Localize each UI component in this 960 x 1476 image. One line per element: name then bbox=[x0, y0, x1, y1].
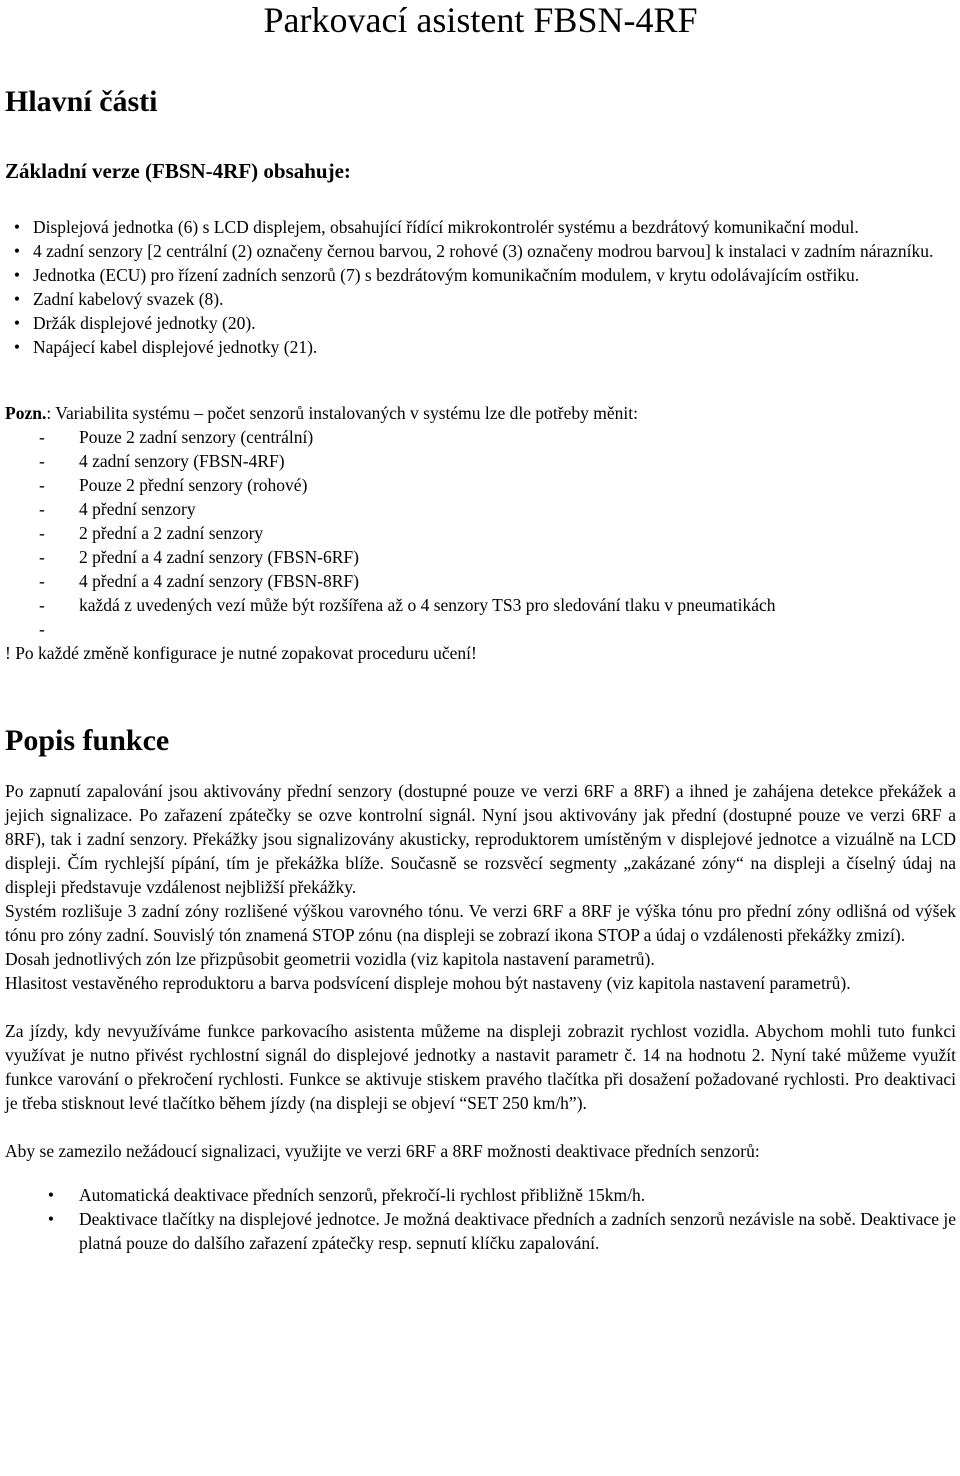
list-item bbox=[5, 497, 956, 521]
dash-mark: - bbox=[39, 427, 45, 447]
dash-mark: - bbox=[39, 595, 45, 615]
empty-dash-line bbox=[5, 617, 956, 641]
subheading-basic-version: Základní verze (FBSN-4RF) obsahuje: bbox=[5, 159, 351, 183]
list-item-text: Displejová jednotka (6) s LCD displejem, obsahující řídící mikrokontrolér systému a bezdrátový komunikační modul. bbox=[33, 217, 859, 237]
list-item bbox=[5, 335, 956, 359]
dash-mark: - bbox=[39, 571, 45, 591]
deactivation-intro-paragraph: Aby se zamezilo nežádoucí signalizaci, využijte ve verzi 6RF a 8RF možnosti deaktivace předních senzorů: bbox=[5, 1141, 760, 1161]
section-heading-function: Popis funkce bbox=[5, 724, 170, 757]
section-heading-main-parts: Hlavní části bbox=[5, 85, 158, 118]
main-parts-list bbox=[5, 215, 956, 359]
list-item bbox=[5, 545, 956, 569]
function-paragraph: Po zapnutí zapalování jsou aktivovány přední senzory (dostupné pouze ve verzi 6RF a 8RF) a ihned je zahájena detekce překážek a jejich signalizace. Po zařazení zpátečky se ozve kontrolní signál. Nyní jsou aktivovány jak přední (dostupné pouze ve verzi 6RF a 8RF), tak i zadní senzory. Překážky jsou signalizovány akusticky, reproduktorem umístěným v displejové jednotce a vizuálně na LCD displeji. Čím rychlejší pípání, tím je překážka blíže. Současně se rozsvěcí segmenty „zakázané zóny“ na displeji a číselný údaj na displeji představuje vzdálenost nejbližší překážky. bbox=[5, 781, 956, 897]
list-item-text: 4 přední senzory bbox=[79, 499, 196, 519]
note-label: Pozn. bbox=[5, 403, 47, 423]
bullet-mark: • bbox=[13, 337, 21, 357]
list-item-text: Zadní kabelový svazek (8). bbox=[33, 289, 224, 309]
list-item-text: Deaktivace tlačítky na displejové jednotce. Je možná deaktivace předních a zadních senzorů nezávisle na sobě. Deaktivace je platná pouze do dalšího zařazení zpátečky resp. sepnutí klíčku zapalování. bbox=[79, 1209, 956, 1253]
function-paragraph: Dosah jednotlivých zón lze přizpůsobit geometrii vozidla (viz kapitola nastavení parametrů). bbox=[5, 949, 655, 969]
list-item-text: každá z uvedených vezí může být rozšířena až o 4 senzory TS3 pro sledování tlaku v pneumatikách bbox=[79, 595, 776, 615]
list-item bbox=[5, 425, 956, 449]
list-item-text: Držák displejové jednotky (20). bbox=[33, 313, 256, 333]
document-title: Parkovací asistent FBSN-4RF bbox=[263, 0, 698, 40]
bullet-mark: • bbox=[13, 313, 21, 333]
relearn-warning: ! Po každé změně konfigurace je nutné zopakovat proceduru učení! bbox=[5, 643, 477, 663]
dash-mark: - bbox=[39, 523, 45, 543]
list-item bbox=[5, 311, 956, 335]
bullet-mark: • bbox=[13, 241, 21, 261]
list-item-text: Pouze 2 přední senzory (rohové) bbox=[79, 475, 308, 495]
bullet-mark: • bbox=[13, 217, 21, 237]
function-paragraph: Systém rozlišuje 3 zadní zóny rozlišené výškou varovného tónu. Ve verzi 6RF a 8RF je výška tónu pro přední zóny odlišná od výšek tónu pro zóny zadní. Souvislý tón znamená STOP zónu (na displeji se zobrazí ikona STOP a údaj o vzdálenosti překážky zmizí). bbox=[5, 901, 956, 945]
list-item-text: Pouze 2 zadní senzory (centrální) bbox=[79, 427, 314, 447]
dash-mark: - bbox=[39, 451, 45, 471]
list-item bbox=[5, 215, 956, 239]
list-item-text: Jednotka (ECU) pro řízení zadních senzorů (7) s bezdrátovým komunikačním modulem, v krytu odolávajícím ostřiku. bbox=[33, 265, 860, 285]
dash-mark: - bbox=[39, 547, 45, 567]
bullet-mark: • bbox=[13, 265, 21, 285]
dash-mark: - bbox=[39, 499, 45, 519]
list-item bbox=[5, 473, 956, 497]
bullet-mark: • bbox=[13, 289, 21, 309]
deactivation-list bbox=[5, 1183, 956, 1255]
note-intro: : Variabilita systému – počet senzorů instalovaných v systému lze dle potřeby měnit: bbox=[46, 403, 638, 423]
list-item bbox=[5, 287, 956, 311]
dash-mark: - bbox=[39, 619, 45, 639]
list-item bbox=[5, 263, 956, 287]
list-item bbox=[5, 593, 956, 617]
list-item bbox=[5, 569, 956, 593]
list-item-text: Automatická deaktivace předních senzorů, překročí-li rychlost přibližně 15km/h. bbox=[79, 1185, 646, 1205]
list-item-text: 4 zadní senzory [2 centrální (2) označeny černou barvou, 2 rohové (3) označeny modrou barvou] k instalaci v zadním nárazníku. bbox=[33, 241, 934, 261]
list-item bbox=[5, 449, 956, 473]
function-paragraph: Hlasitost vestavěného reproduktoru a barva podsvícení displeje mohou být nastaveny (viz kapitola nastavení parametrů). bbox=[5, 973, 851, 993]
list-item-text: 4 přední a 4 zadní senzory (FBSN-8RF) bbox=[79, 571, 359, 591]
list-item bbox=[5, 239, 956, 263]
variability-list bbox=[5, 425, 956, 617]
dash-mark: - bbox=[39, 475, 45, 495]
list-item bbox=[5, 1183, 956, 1207]
list-item-text: Napájecí kabel displejové jednotky (21). bbox=[33, 337, 318, 357]
list-item bbox=[5, 521, 956, 545]
list-item-text: 2 přední a 4 zadní senzory (FBSN-6RF) bbox=[79, 547, 359, 567]
speed-display-paragraph: Za jízdy, kdy nevyužíváme funkce parkovacího asistenta můžeme na displeji zobrazit rychlost vozidla. Abychom mohli tuto funkci využívat je nutno přivést rychlostní signál do displejové jednotky a nastavit parametr č. 14 na hodnotu 2. Nyní také můžeme využít funkce varování o překročení rychlosti. Funkce se aktivuje stiskem pravého tlačítka při dosažení požadované rychlosti. Pro deaktivaci je třeba stisknout levé tlačítko během jízdy (na displeji se objeví “SET 250 km/h”). bbox=[5, 1021, 956, 1113]
function-paragraph-block bbox=[5, 779, 956, 995]
bullet-mark: • bbox=[47, 1185, 55, 1205]
list-item-text: 2 přední a 2 zadní senzory bbox=[79, 523, 264, 543]
list-item-text: 4 zadní senzory (FBSN-4RF) bbox=[79, 451, 285, 471]
note-paragraph bbox=[5, 401, 956, 425]
bullet-mark: • bbox=[47, 1209, 55, 1229]
list-item bbox=[5, 1207, 956, 1255]
